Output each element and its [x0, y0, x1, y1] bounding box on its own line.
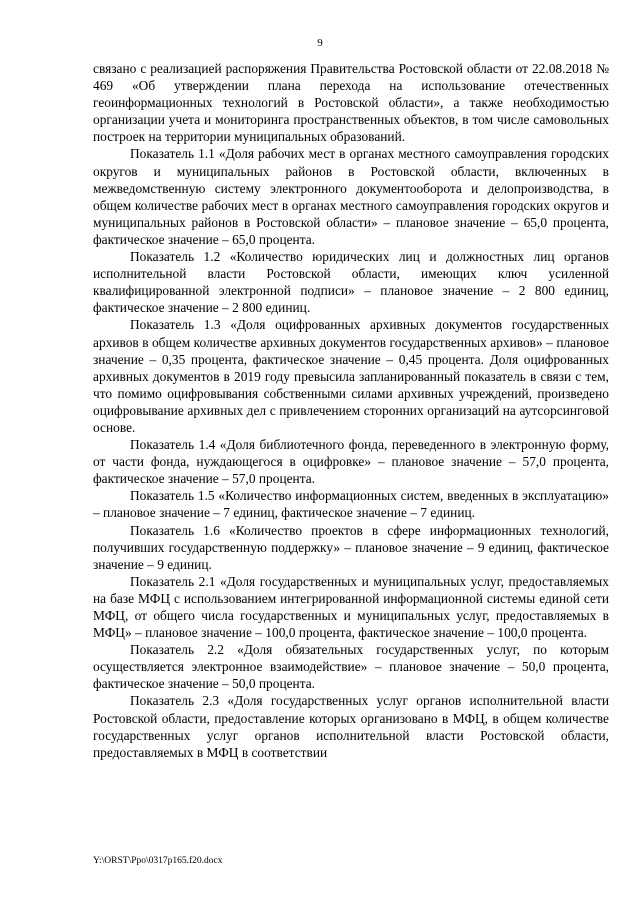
- paragraph-continuation: связано с реализацией распоряжения Правительства Ростовской области от 22.08.2018 № 469 «Об утверждении плана перехода на использование отечественных геоинформационных технологий в Ростовской области», а также необходимостью организации учета и мониторинга пространственных объектов, в том числе самовольных построек на территории муниципальных образований.: [93, 61, 609, 145]
- footer-file-path: Y:\ORST\Ppo\0317p165.f20.docx: [93, 856, 223, 866]
- page-number: 9: [317, 37, 323, 49]
- paragraph-indicator-2-2: Показатель 2.2 «Доля обязательных государственных услуг, по которым осуществляется электронное взаимодействие» – плановое значение – 50,0 процента, фактическое значение – 50,0 процента.: [93, 642, 609, 692]
- paragraph-indicator-1-2: Показатель 1.2 «Количество юридических лиц и должностных лиц органов исполнительной власти Ростовской области, имеющих ключ усиленной квалифицированной электронной подписи» – плановое значение – 2 800 единиц, фактическое значение – 2 800 единиц.: [93, 249, 609, 316]
- paragraph-indicator-1-5: Показатель 1.5 «Количество информационных систем, введенных в эксплуатацию» – плановое значение – 7 единиц, фактическое значение – 7 единиц.: [93, 488, 609, 521]
- paragraph-indicator-1-6: Показатель 1.6 «Количество проектов в сфере информационных технологий, получивших государственную поддержку» – плановое значение – 9 единиц, фактическое значение – 9 единиц.: [93, 522, 609, 572]
- paragraph-indicator-1-3: Показатель 1.3 «Доля оцифрованных архивных документов государственных архивов в общем количестве архивных документов государственных архивов» – плановое значение – 0,35 процента, фактическое значение – 0,45 процента. Доля оцифрованных архивных документов в 2019 году превысила запланированный показатель в связи с тем, что помимо оцифровывания собственными силами архивных учреждений, произведено оцифровывание архивных дел с привлечением сторонних организаций на аутсорсинговой основе.: [93, 317, 609, 435]
- document-body: [93, 60, 609, 761]
- paragraph-indicator-2-3: Показатель 2.3 «Доля государственных услуг органов исполнительной власти Ростовской области, предоставление которых организовано в МФЦ, в общем количестве государственных услуг органов исполнительной власти Ростовской области, предоставляемых в МФЦ в соответствии: [93, 693, 609, 760]
- paragraph-indicator-1-4: Показатель 1.4 «Доля библиотечного фонда, переведенного в электронную форму, от части фонда, нуждающегося в оцифровке» – плановое значение – 57,0 процента, фактическое значение – 57,0 процента.: [93, 437, 609, 487]
- paragraph-indicator-1-1: Показатель 1.1 «Доля рабочих мест в органах местного самоуправления городских округов и муниципальных районов в Ростовской области, включенных в межведомственную систему электронного документооборота и делопроизводства, в общем количестве рабочих мест в органах местного самоуправления городских округов и муниципальных районов в Ростовской области» – плановое значение – 65,0 процента, фактическое значение – 65,0 процента.: [93, 146, 609, 247]
- paragraph-indicator-2-1: Показатель 2.1 «Доля государственных и муниципальных услуг, предоставляемых на базе МФЦ с использованием интегрированной информационной системы единой сети МФЦ, от общего числа государственных и муниципальных услуг, предоставляемых в МФЦ» – плановое значение – 100,0 процента, фактическое значение – 100,0 процента.: [93, 573, 609, 641]
